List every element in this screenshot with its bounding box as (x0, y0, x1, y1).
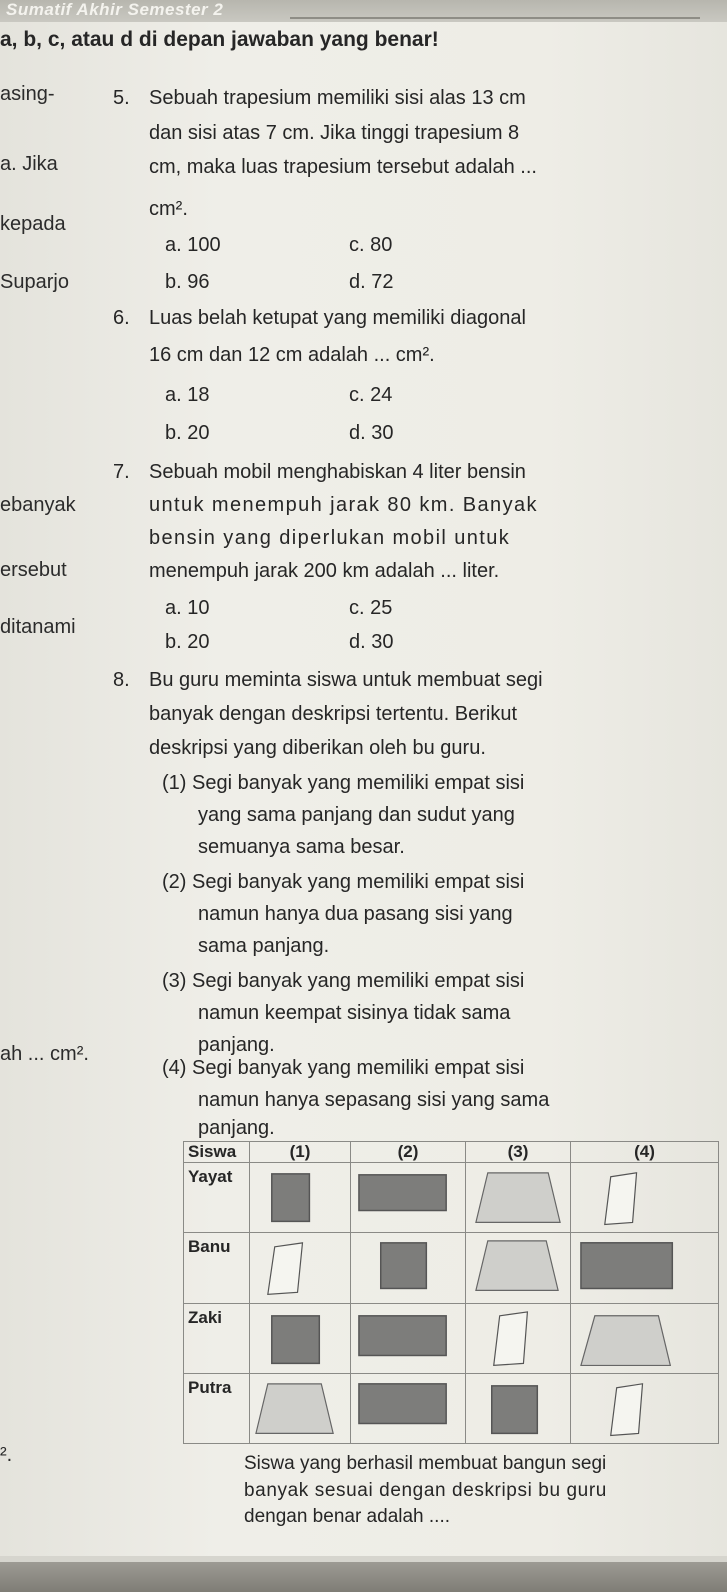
square-shape (250, 1163, 350, 1232)
shape-cell (571, 1163, 719, 1233)
question-line: cm². (149, 198, 188, 220)
description-3-line: namun keempat sisinya tidak sama (198, 1002, 511, 1024)
student-name: Banu (184, 1233, 250, 1303)
header-title: Sumatif Akhir Semester 2 (6, 0, 224, 19)
description-4: (4) Segi banyak yang memiliki empat sisi (162, 1057, 525, 1079)
table-row (184, 1233, 719, 1303)
option-a[interactable]: a. 100 (165, 234, 221, 256)
student-name: Zaki (184, 1303, 250, 1373)
question-line: menempuh jarak 200 km adalah ... liter. (149, 560, 500, 582)
option-b[interactable]: b. 20 (165, 631, 210, 653)
left-fragment: ersebut (0, 559, 67, 581)
option-a[interactable]: a. 18 (165, 384, 210, 406)
left-fragment: asing- (0, 83, 55, 105)
description-2-line: sama panjang. (198, 935, 330, 957)
option-b[interactable]: b. 96 (165, 271, 210, 293)
shape-cell (571, 1303, 719, 1373)
question-line: banyak dengan deskripsi tertentu. Berikut (149, 703, 517, 725)
left-fragment: Suparjo (0, 271, 69, 293)
shape-cell (250, 1303, 351, 1373)
option-c[interactable]: c. 80 (349, 234, 393, 256)
question-line: Sebuah trapesium memiliki sisi alas 13 cm (149, 87, 526, 109)
closing-line: Siswa yang berhasil membuat bangun segi (244, 1453, 607, 1474)
option-c[interactable]: c. 24 (349, 384, 393, 406)
left-fragment: ditanami (0, 616, 76, 638)
header-band (0, 0, 727, 22)
rectangle-shape (351, 1163, 465, 1232)
column-header: (3) (466, 1142, 571, 1163)
description-4-line: namun hanya sepasang sisi yang sama (198, 1089, 550, 1111)
description-4-line: panjang. (198, 1117, 275, 1139)
shape-cell (571, 1373, 719, 1443)
shape-cell (466, 1303, 571, 1373)
shape-cell (351, 1373, 466, 1443)
question-line: 16 cm dan 12 cm adalah ... cm². (149, 344, 435, 366)
table-row (184, 1303, 719, 1373)
instruction: a, b, c, atau d di depan jawaban yang benar! (0, 28, 439, 51)
left-fragment: a. Jika (0, 153, 58, 175)
question-line: cm, maka luas trapesium tersebut adalah ... (149, 156, 537, 178)
square-shape (351, 1233, 465, 1302)
shape-cell (250, 1373, 351, 1443)
left-fragment: kepada (0, 213, 66, 235)
column-header: (4) (571, 1142, 719, 1163)
parallelogram-shape (250, 1233, 350, 1302)
shape-cell (351, 1163, 466, 1233)
question-line: Luas belah ketupat yang memiliki diagonal (149, 307, 526, 329)
table-header-row (184, 1142, 719, 1163)
rectangle-shape (351, 1304, 465, 1373)
question-line: bensin yang diperlukan mobil untuk (149, 527, 511, 549)
shape-cell (250, 1163, 351, 1233)
shape-cell (466, 1163, 571, 1233)
option-b[interactable]: b. 20 (165, 422, 210, 444)
question-number: 7. (113, 461, 130, 483)
shape-cell (351, 1233, 466, 1303)
shape-cell (351, 1303, 466, 1373)
student-name: Yayat (184, 1163, 250, 1233)
question-line: Sebuah mobil menghabiskan 4 liter bensin (149, 461, 526, 483)
closing-line: banyak sesuai dengan deskripsi bu guru (244, 1480, 607, 1501)
square-shape (250, 1304, 350, 1373)
parallelogram-shape (571, 1374, 718, 1443)
option-d[interactable]: d. 30 (349, 631, 394, 653)
question-number: 5. (113, 87, 130, 109)
description-1: (1) Segi banyak yang memiliki empat sisi (162, 772, 525, 794)
table-row (184, 1373, 719, 1443)
option-d[interactable]: d. 72 (349, 271, 394, 293)
description-2-line: namun hanya dua pasang sisi yang (198, 903, 513, 925)
rectangle-shape (571, 1233, 718, 1302)
trapezoid-shape (250, 1374, 350, 1443)
description-3: (3) Segi banyak yang memiliki empat sisi (162, 970, 525, 992)
column-header: (1) (250, 1142, 351, 1163)
trapezoid-shape (466, 1233, 570, 1302)
student-name: Putra (184, 1373, 250, 1443)
question-number: 6. (113, 307, 130, 329)
description-1-line: yang sama panjang dan sudut yang (198, 804, 515, 826)
column-header: (2) (351, 1142, 466, 1163)
shape-cell (466, 1233, 571, 1303)
trapezoid-shape (466, 1163, 570, 1232)
header-rule (290, 17, 700, 19)
shape-cell (571, 1233, 719, 1303)
rectangle-shape (351, 1374, 465, 1443)
description-3-line: panjang. (198, 1034, 275, 1056)
shapes-table (183, 1141, 719, 1444)
trapezoid-shape (571, 1304, 718, 1373)
option-c[interactable]: c. 25 (349, 597, 393, 619)
closing-line: dengan benar adalah .... (244, 1506, 451, 1527)
option-d[interactable]: d. 30 (349, 422, 394, 444)
table-surface (0, 1562, 727, 1592)
table-row (184, 1163, 719, 1233)
column-header: Siswa (184, 1142, 250, 1163)
description-1-line: semuanya sama besar. (198, 836, 405, 858)
left-fragment: ah ... cm². (0, 1043, 89, 1065)
parallelogram-shape (571, 1163, 718, 1232)
question-line: deskripsi yang diberikan oleh bu guru. (149, 737, 486, 759)
shape-cell (466, 1373, 571, 1443)
question-line: untuk menempuh jarak 80 km. Banyak (149, 494, 538, 516)
left-fragment: ². (0, 1444, 13, 1466)
shape-cell (250, 1233, 351, 1303)
question-line: Bu guru meminta siswa untuk membuat segi (149, 669, 543, 691)
description-2: (2) Segi banyak yang memiliki empat sisi (162, 871, 525, 893)
square-shape (466, 1374, 570, 1443)
question-line: dan sisi atas 7 cm. Jika tinggi trapesium 8 (149, 122, 520, 144)
parallelogram-shape (466, 1304, 570, 1373)
option-a[interactable]: a. 10 (165, 597, 210, 619)
question-number: 8. (113, 669, 130, 691)
left-fragment: ebanyak (0, 494, 76, 516)
